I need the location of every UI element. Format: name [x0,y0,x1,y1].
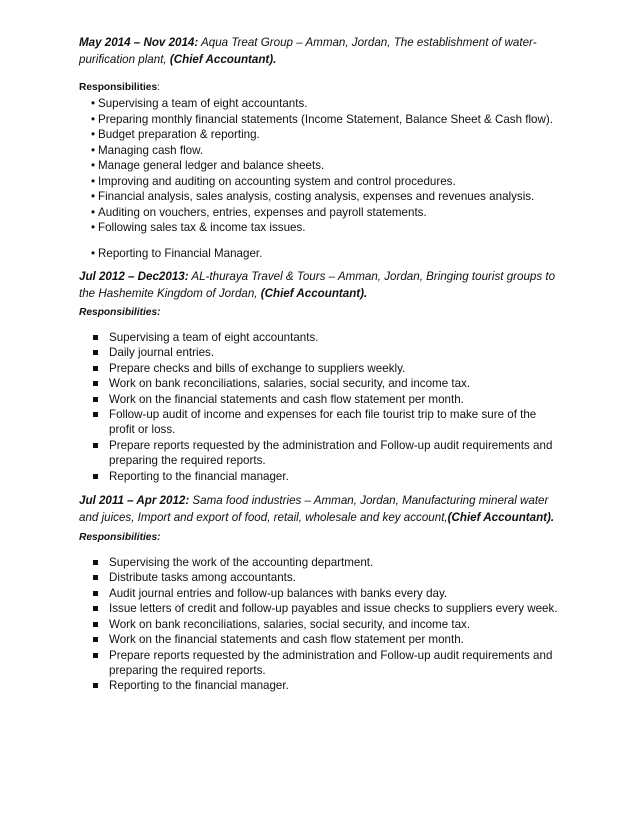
list-item: Prepare reports requested by the administration and Follow-up audit requirements and preparing the required reports. [93,648,559,679]
bullet-icon: • [91,205,96,219]
list-item: • Improving and auditing on accounting system and control procedures. [91,174,456,188]
list-item: • Managing cash flow. [91,143,204,157]
list-item: • Financial analysis, sales analysis, costing analysis, expenses and revenues analysis. [91,190,535,203]
job-dates: Jul 2011 – Apr 2012: [79,494,190,508]
list-item: Reporting to the financial manager. [93,469,559,484]
resume-page [79,35,559,694]
list-item: Distribute tasks among accountants. [93,570,559,585]
square-bullet-icon [93,397,98,402]
responsibilities-label: Responsibilities: [79,532,161,544]
job-description: The establishment of water-purification plant, [79,36,537,66]
square-bullet-icon [93,366,98,371]
bullet-icon: • [91,246,96,260]
responsibilities-label: Responsibilities: [79,307,161,318]
bullet-icon: • [91,112,96,126]
list-item: Work on bank reconciliations, salaries, social security, and income tax. [93,617,559,632]
list-item: • Supervising a team of eight accountants. [91,97,308,110]
job-company: Sama food industries – Amman, Jordan, Manufacturing mineral water and juices, Import and export of food, retail, wholesale and key account, [79,494,549,524]
list-item: Reporting to the financial manager. [93,678,559,693]
square-bullet-icon [93,606,98,611]
square-bullet-icon [93,575,98,580]
bullet-icon: • [91,190,96,203]
list-item: • Preparing monthly financial statements (Income Statement, Balance Sheet & Cash flow). [91,112,553,126]
responsibilities-list [79,555,559,694]
list-item: Follow-up audit of income and expenses for each file tourist trip to make sure of the profit or loss. [93,407,559,438]
bullet-icon: • [91,221,96,234]
responsibilities-list [79,330,559,484]
bullet-icon: • [91,159,96,172]
list-item: Work on bank reconciliations, salaries, social security, and income tax. [93,376,559,391]
list-item: Prepare checks and bills of exchange to suppliers weekly. [93,361,559,376]
square-bullet-icon [93,560,98,565]
responsibilities-list-tail [79,246,559,262]
list-item: Supervising a team of eight accountants. [93,330,559,345]
list-item: • Auditing on vouchers, entries, expenses and payroll statements. [91,205,427,219]
bullet-icon: • [91,128,96,141]
job-heading-sama-food [79,493,559,526]
job-role: (Chief Accountant). [447,510,555,524]
square-bullet-icon [93,637,98,642]
square-bullet-icon [93,683,98,688]
square-bullet-icon [93,653,98,658]
list-item: Audit journal entries and follow-up balances with banks every day. [93,586,559,601]
square-bullet-icon [93,591,98,596]
job-company: Aqua Treat Group – Amman, Jordan, [198,36,391,49]
square-bullet-icon [93,474,98,479]
list-item: • Reporting to Financial Manager. [91,246,263,260]
list-item: • Budget preparation & reporting. [91,128,260,141]
list-item: Supervising the work of the accounting department. [93,555,559,570]
list-item: • Manage general ledger and balance sheets. [91,159,325,172]
job-heading-al-thuraya [79,269,559,302]
list-item: Work on the financial statements and cash flow statement per month. [93,632,559,647]
square-bullet-icon [93,443,98,448]
job-dates: Jul 2012 – Dec2013: [79,270,189,283]
square-bullet-icon [93,381,98,386]
job-company: AL-thuraya Travel & Tours – Amman, Jordan, [188,270,423,283]
job-heading-aqua-treat [79,35,559,68]
job-description: Bringing tourist groups to the Hashemite Kingdom of Jordan, [79,270,556,300]
job-dates: May 2014 – Nov 2014: [79,36,199,49]
square-bullet-icon [93,412,98,417]
bullet-icon: • [91,174,96,188]
job-role: (Chief Accountant). [169,52,277,66]
list-item: • Following sales tax & income tax issues. [91,221,306,234]
list-item: Work on the financial statements and cash flow statement per month. [93,392,559,407]
bullet-icon: • [91,143,96,157]
responsibilities-list [79,96,559,236]
list-item: Issue letters of credit and follow-up payables and issue checks to suppliers every week. [93,601,559,616]
responsibilities-label: Responsibilities: [79,82,160,93]
list-item: Prepare reports requested by the administration and Follow-up audit requirements and preparing the required reports. [93,438,559,469]
square-bullet-icon [93,335,98,340]
job-role: (Chief Accountant). [260,286,368,300]
square-bullet-icon [93,622,98,627]
list-item: Daily journal entries. [93,345,559,360]
square-bullet-icon [93,350,98,355]
bullet-icon: • [91,97,96,110]
